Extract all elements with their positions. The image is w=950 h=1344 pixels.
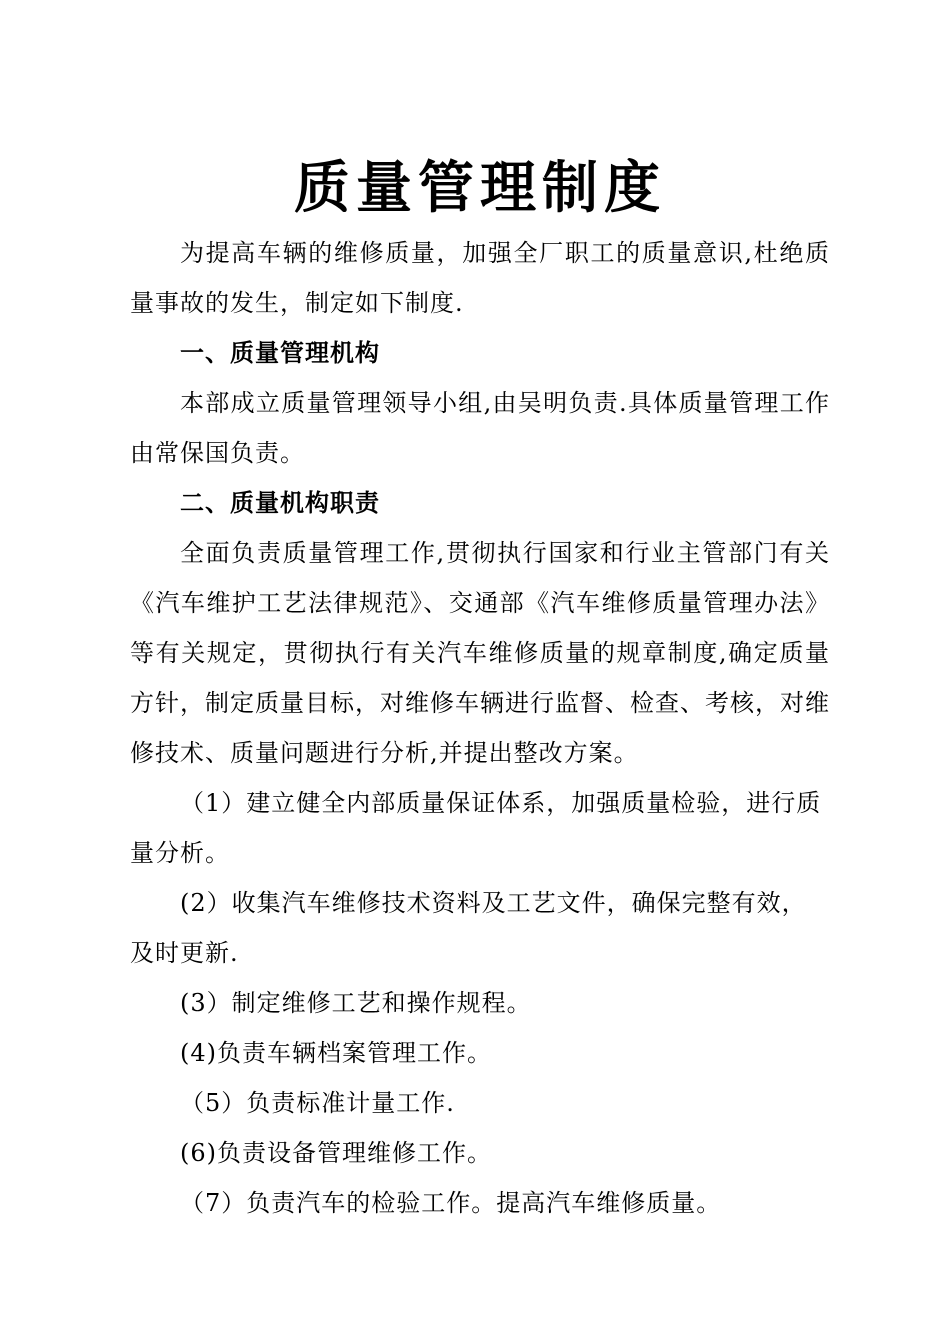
intro-paragraph: 为提高车辆的维修质量，加强全厂职工的质量意识,杜绝质量事故的发生，制定如下制度. — [130, 239, 830, 317]
document-page — [130, 150, 830, 1228]
list-item: (6)负责设备管理维修工作。 — [180, 1139, 492, 1167]
section1-body: 本部成立质量管理领导小组,由吴明负责.具体质量管理工作由常保国负责。 — [130, 389, 830, 467]
list-item: （1）建立健全内部质量保证体系，加强质量检验，进行质量分析。 — [130, 789, 822, 867]
document-title: 质量管理制度 — [294, 155, 666, 221]
list-item: (4)负责车辆档案管理工作。 — [180, 1039, 492, 1067]
list-item: （5）负责标准计量工作. — [180, 1089, 455, 1117]
section2-heading: 二、质量机构职责 — [180, 488, 380, 517]
list-item: (2）收集汽车维修技术资料及工艺文件，确保完整有效，及时更新. — [130, 889, 807, 967]
list-item: (3）制定维修工艺和操作规程。 — [180, 989, 532, 1017]
section2-body: 全面负责质量管理工作,贯彻执行国家和行业主管部门有关《汽车维护工艺法律规范》、交通部《汽车维修质量管理办法》等有关规定，贯彻执行有关汽车维修质量的规章制度,确定质量方针，制定质量目标，对维修车辆进行监督、检查、考核，对维修技术、质量问题进行分析,并提出整改方案。 — [130, 539, 830, 767]
section1-heading: 一、质量管理机构 — [180, 338, 380, 367]
list-item: （7）负责汽车的检验工作。提高汽车维修质量。 — [180, 1189, 722, 1217]
